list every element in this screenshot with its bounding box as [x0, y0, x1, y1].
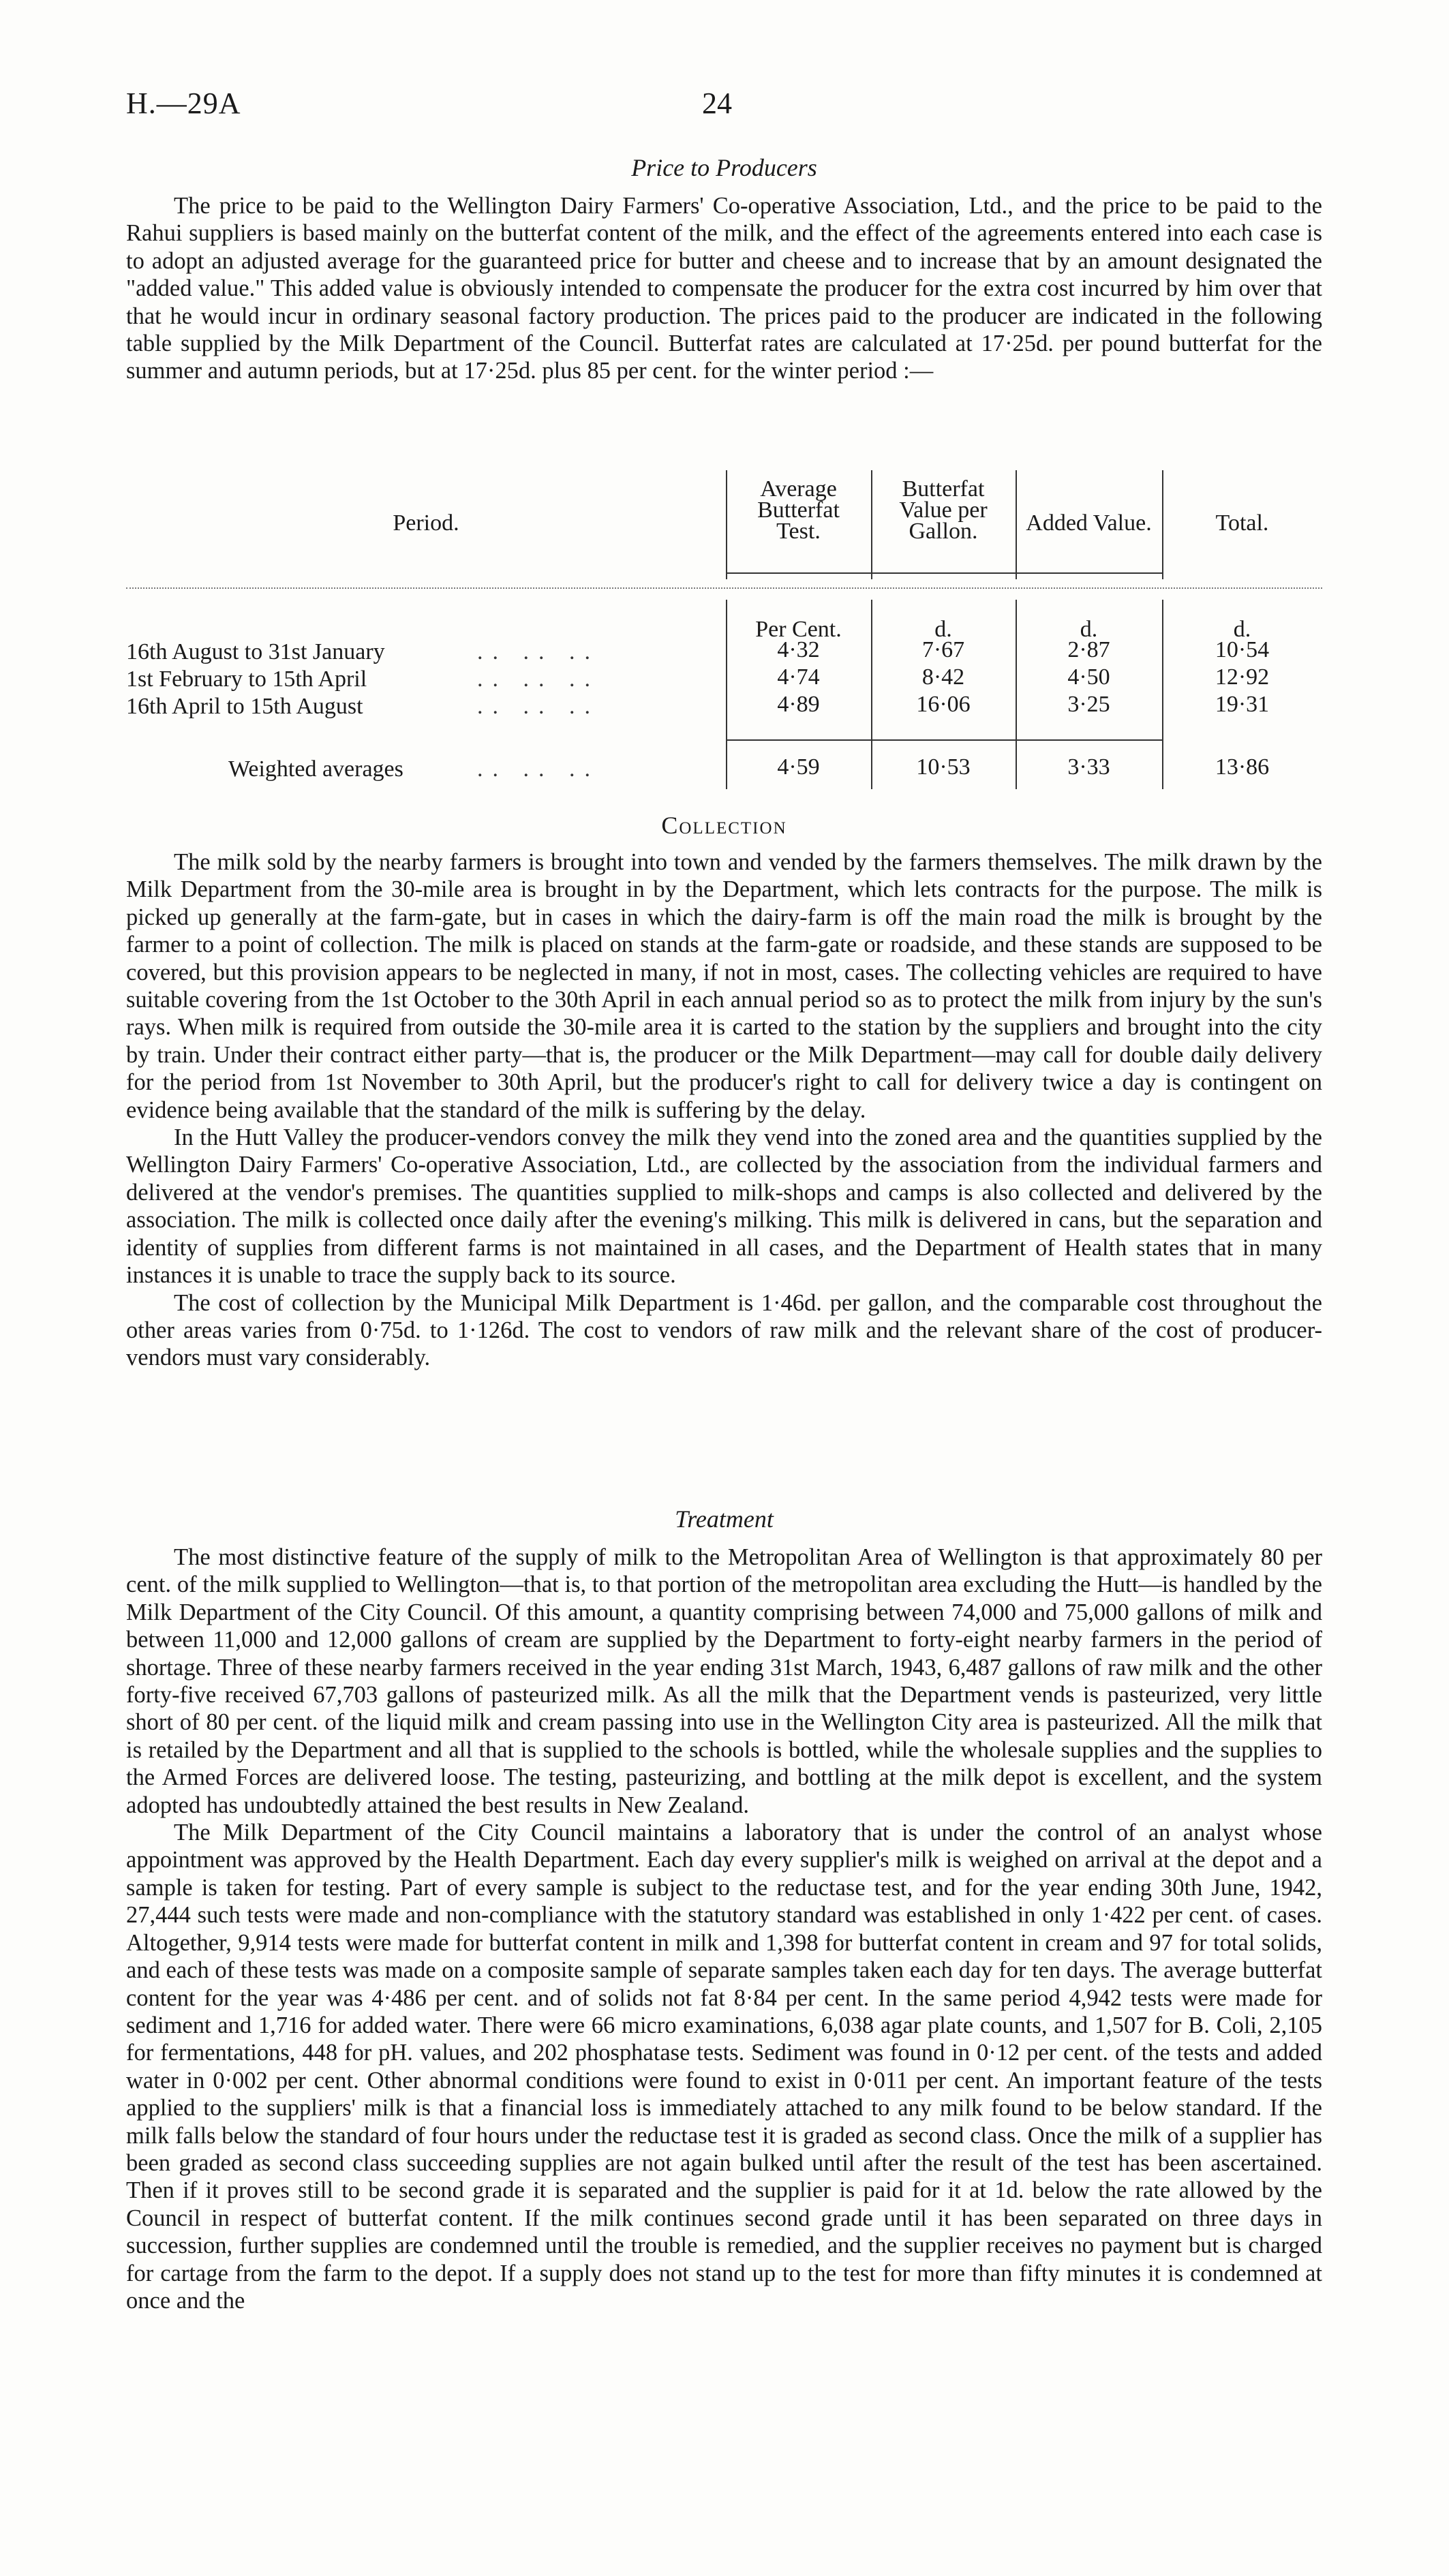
paragraph: The cost of collection by the Municipal Milk Department is 1·46d. per gallon, and the comparable cost throughout the other areas varies from 0·75d. to 1·126d. The cost to vendors of raw milk and the relevant share of the cost of producer-vendors must vary considerably.: [126, 1289, 1322, 1371]
paragraph: In the Hutt Valley the producer-vendors convey the milk they vend into the zoned area and the quantities supplied by the Wellington Dairy Farmers' Co-operative Association, Ltd., are collected by the association from the individual farmers and delivered at the vendor's premises. The quantities supplied to milk-shops and camps is also collected and delivered by the association. The milk is collected once daily after the evening's milking. This milk is delivered in cans, but the separation and identity of supplies from different farms is not maintained in all cases, and the Department of Health states that in many instances it is unable to trace the supply back to its source.: [126, 1124, 1322, 1289]
weighted-butterfat-test: 4·59: [777, 754, 820, 780]
header-line: Average: [760, 476, 837, 502]
paragraph: The most distinctive feature of the supply of milk to the Metropolitan Area of Wellington is that approximately 80 per cent. of the milk supplied to Wellington—that is, to that portion of the metropolitan area excluding the Hutt—is handled by the Milk Department of the City Council. Of this amount, a quantity comprising between 74,000 and 75,000 gallons of milk and between 11,000 and 12,000 gallons of cream are supplied by the Department to forty-eight nearby farmers in the period of shortage. Three of these nearby farmers received in the year ending 31st March, 1943, 6,487 gallons of raw milk and the other forty-five received 67,703 gallons of pasteurized milk. As all the milk that the Department vends is pasteurized, very little short of 80 per cent. of the liquid milk and cream passing into use in the Wellington City area is pasteurized. All the milk that is retailed by the Department and all that is supplied to the schools is bottled, while the wholesale supplies and the supplies to the Armed Forces are delivered loose. The testing, pasteurizing, and bottling at the milk depot is excellent, and the system adopted has undoubtedly attained the best results in New Zealand.: [126, 1544, 1322, 1818]
cell-added-value: 4·50: [1067, 664, 1110, 690]
sum-rule: [726, 739, 1162, 741]
cell-value-per-gallon: 8·42: [921, 664, 965, 690]
page-number: 24: [702, 87, 732, 120]
section-heading-collection: Collection: [661, 812, 787, 839]
unit-added-value: d.: [1080, 617, 1098, 642]
dot-leader: .. .. ..: [477, 756, 600, 782]
cell-total: 19·31: [1215, 692, 1270, 717]
unit-butterfat-test: Per Cent.: [755, 617, 842, 642]
header-line: Test.: [776, 519, 821, 544]
cell-butterfat-test: 4·89: [777, 692, 820, 717]
header-line: Gallon.: [909, 519, 978, 544]
dot-leader: .. .. ..: [477, 666, 600, 692]
cell-value-per-gallon: 16·06: [916, 692, 971, 717]
header-period: Period.: [393, 510, 459, 536]
header-total: Total.: [1215, 510, 1269, 536]
header-dotted-rule: [126, 587, 1322, 589]
collection-text: [126, 848, 1322, 1372]
cell-added-value: 3·25: [1067, 692, 1110, 717]
header-added-value: Added Value.: [1026, 510, 1152, 536]
cell-value-per-gallon: 7·67: [921, 637, 965, 662]
document-reference: H.—29A: [126, 87, 241, 120]
cell-total: 12·92: [1215, 664, 1270, 690]
dot-leader: .. .. ..: [477, 694, 600, 719]
header-value-per-gallon: [871, 478, 1016, 542]
header-line: Butterfat: [902, 476, 985, 502]
cell-butterfat-test: 4·32: [777, 637, 820, 662]
section-heading-price: Price to Producers: [631, 154, 817, 181]
paragraph: The milk sold by the nearby farmers is brought into town and vended by the farmers themselves. The milk drawn by the Milk Department from the 30-mile area is brought in by the Department, which lets contracts for the purpose. The milk is picked up generally at the farm-gate, but in cases in which the dairy-farm is off the main road the milk is brought by the farmer to a point of collection. The milk is placed on stands at the farm-gate or roadside, and these stands are supposed to be covered, but this provision appears to be neglected in many, if not in most, cases. The collecting vehicles are required to have suitable covering from the 1st October to the 30th April in each annual period so as to protect the milk from injury by the sun's rays. When milk is required from outside the 30-mile area it is carted to the station by the suppliers and brought into the city by train. Under their contract either party—that is, the producer or the Milk Department—may call for double daily delivery for the period from 1st November to 30th April, but the producer's right to call for delivery twice a day is contingent on evidence being available that the standard of the milk is suffering by the delay.: [126, 849, 1322, 1123]
paragraph: The price to be paid to the Wellington Dairy Farmers' Co-operative Association, Ltd., and the price to be paid to the Rahui suppliers is based mainly on the butterfat content of the milk, and the effect of the agreements entered into each case is to adopt an adjusted average for the guaranteed price for butter and cheese and to increase that by an amount designated the "added value." This added value is obviously intended to compensate the producer for the extra cost incurred by him over that that he would incur in ordinary seasonal factory production. The prices paid to the producer are indicated in the following table supplied by the Milk Department of the Council. Butterfat rates are calculated at 17·25d. per pound butterfat for the summer and autumn periods, but at 17·25d. plus 85 per cent. for the winter period :—: [126, 193, 1322, 384]
row-period-weighted: Weighted averages: [228, 756, 403, 782]
treatment-text: [126, 1544, 1322, 2314]
price-text: [126, 192, 1322, 385]
paragraph: The Milk Department of the City Council maintains a laboratory that is under the control of an analyst whose appointment was approved by the Health Department. Each day every supplier's milk is weighed on arrival at the depot and a sample is taken for testing. Part of every sample is subject to the reductase test, and for the year ending 30th June, 1942, 27,444 such tests were made and non-compliance with the statutory standard was established in only 1·422 per cent. of cases. Altogether, 9,914 tests were made for butterfat content in milk and 1,398 for butterfat content in cream and 97 for total solids, and each of these tests was made on a composite sample of separate samples taken each day for ten days. The average butterfat content for the year was 4·486 per cent. and of solids not fat 8·84 per cent. In the same period 4,942 tests were made for sediment and 1,716 for added water. There were 66 micro examinations, 6,038 agar plate counts, and 1,507 for B. Coli, 2,105 for fermentations, 448 for pH. values, and 202 phosphatase tests. Sediment was found in 0·12 per cent. of the tests and added water in 0·002 per cent. Other abnormal conditions were found to exist in 0·011 per cent. An important feature of the tests applied to the suppliers' milk is that a financial loss is immediately attached to any milk found to be below standard. If the milk falls below the standard of four hours under the reductase test it is graded as second class. Once the milk of a supplier has been graded as second class succeeding supplies are not again bulked until after the result of the test has been ascertained. Then if it proves still to be second grade it is separated and the supplier is paid for it at 1d. below the rate allowed by the Council in respect of butterfat content. If the milk continues second grade until it has been separated on three days in succession, further supplies are condemned until the trouble is remedied, and the supplier receives no payment but is charged for cartage from the farm to the depot. If a supply does not stand up to the test for more than fifty minutes it is condemned at once and the: [126, 1820, 1322, 2314]
dot-leader: .. .. ..: [477, 639, 600, 664]
row-period: 16th August to 31st January: [126, 639, 385, 664]
row-period: 16th April to 15th August: [126, 694, 363, 719]
cell-total: 10·54: [1215, 637, 1270, 662]
header-rule: [726, 572, 1162, 574]
cell-butterfat-test: 4·74: [777, 664, 820, 690]
row-period: 1st February to 15th April: [126, 666, 367, 692]
header-line: Value per: [899, 497, 988, 523]
price-table: [126, 470, 1322, 791]
section-heading-treatment: Treatment: [675, 1505, 774, 1533]
weighted-value-per-gallon: 10·53: [916, 754, 971, 780]
header-line: Butterfat: [757, 497, 840, 523]
unit-value-per-gallon: d.: [934, 617, 952, 642]
cell-added-value: 2·87: [1067, 637, 1110, 662]
header-butterfat-test: [726, 478, 871, 542]
unit-total: d.: [1233, 617, 1251, 642]
weighted-total: 13·86: [1215, 754, 1270, 780]
weighted-added-value: 3·33: [1067, 754, 1110, 780]
